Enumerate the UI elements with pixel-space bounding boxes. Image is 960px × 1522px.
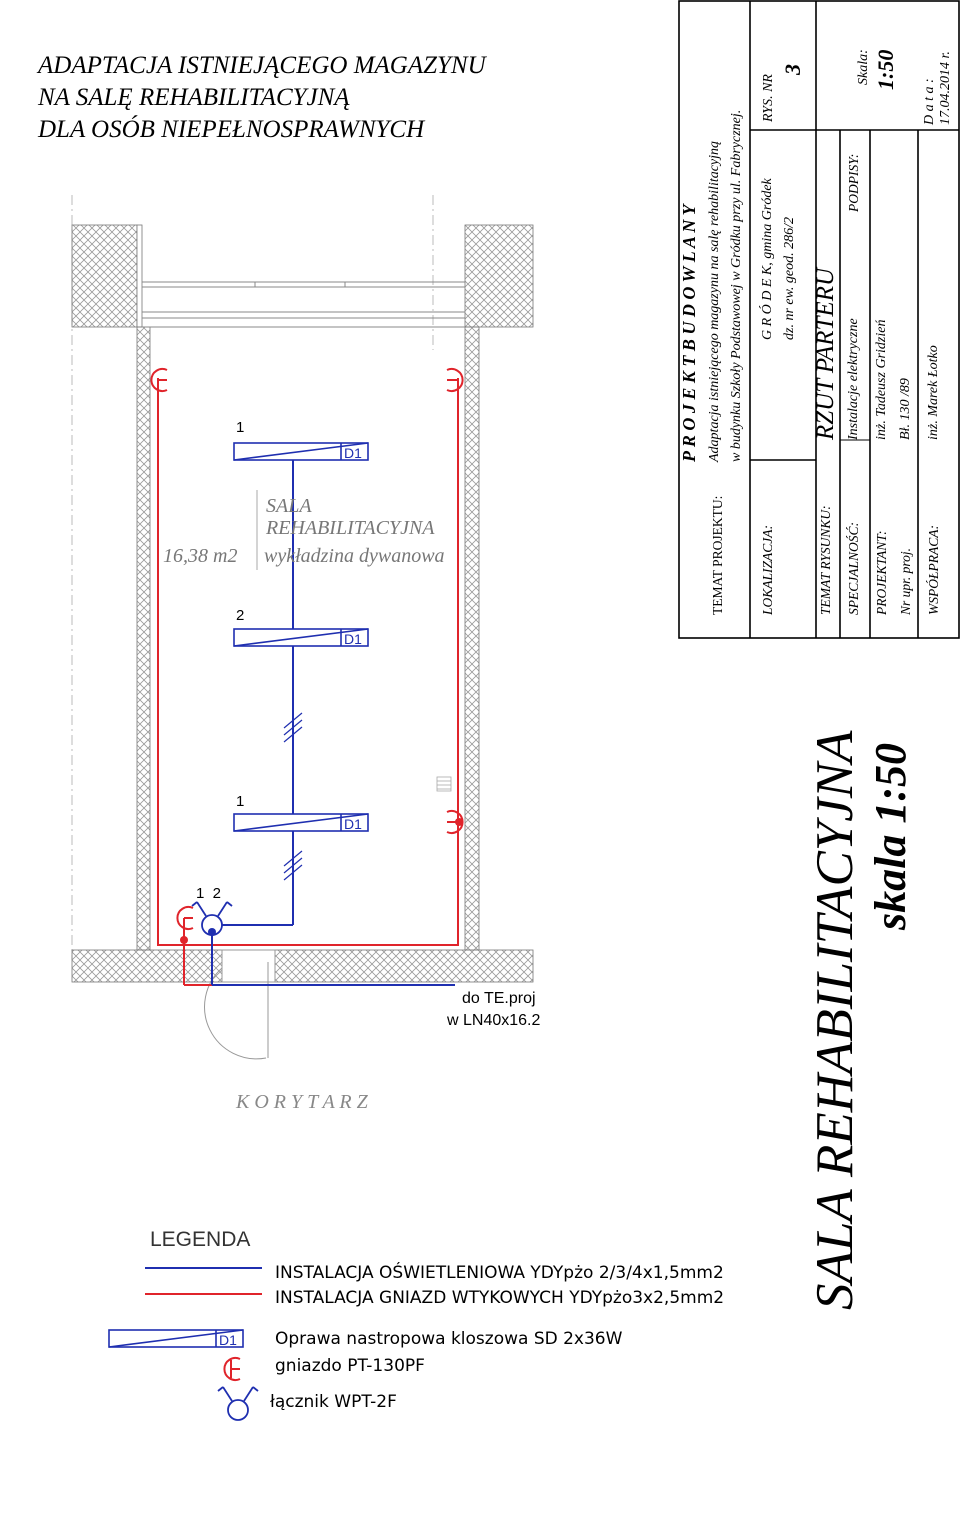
floor-finish: wykładzina dywanowa [264,545,445,567]
tb-sheet-no: 3 [780,64,805,75]
tb-topic-1: Adaptacja istniejącego magazynu na salę rehabilitacyjną [707,140,722,462]
feed-note-2: w LN40x16.2 [447,1012,541,1029]
socket-symbol [177,907,193,940]
tb-license-label: Nr upr. proj. [898,547,913,615]
window [142,282,465,327]
room-area: 16,38 m2 [163,545,238,567]
luminaire-tag: D1 [344,631,362,647]
luminaire-tag: D1 [344,816,362,832]
walls [72,225,533,982]
tb-designer: inż. Tadeusz Gridzień [874,319,889,440]
tb-drawing-topic-label: TEMAT RYSUNKU: [818,505,833,615]
tb-scale: 1:50 [873,49,898,90]
tb-location-2: dz. nr ew. geod. 286/2 [782,216,797,340]
sheet-title: SALA REHABILITACYJNA [806,730,864,1310]
legend-socket-item-text: gniazdo PT-130PF [275,1356,425,1376]
sheet-scale: skala 1:50 [866,743,915,930]
switch-junction-dot [208,928,216,936]
feed-note-1: do TE.proj [462,990,536,1007]
device-mark [437,777,451,791]
luminaire [234,629,368,647]
switch-circuits: 1 2 [196,885,222,902]
luminaire-tag: D1 [344,445,362,461]
title-line-1: ADAPTACJA ISTNIEJĄCEGO MAGAZYNU [38,52,486,79]
tb-coop-label: WSPÓŁPRACA: [926,525,941,615]
tb-sheet-no-label: RYS. NR [761,74,776,122]
socket-symbol [447,369,463,391]
legend-luminaire-symbol [109,1330,243,1348]
tb-signatures-label: PODPISY: [846,153,861,212]
legend-fixture-text: Oprawa nastropowa kloszowa SD 2x36W [275,1329,623,1349]
title-line-2: NA SALĘ REHABILITACYJNĄ [38,84,350,111]
legend-switch-symbol [218,1387,258,1420]
tb-specialty: Instalacje elektryczne [846,318,861,440]
tb-date-label: D a t a : [922,78,937,125]
circuit-number: 1 [236,419,245,436]
tb-license: Bł. 130 /89 [898,378,913,440]
tb-specialty-label: SPECJALNOŚĆ: [846,522,861,615]
luminaire [234,814,368,832]
legend-socket-symbol [224,1358,240,1380]
tb-drawing-topic: RZUT PARTERU [812,267,839,440]
tb-designer-label: PROJEKTANT: [874,530,889,615]
circuit-number: 1 [236,793,245,810]
socket-symbol [151,369,167,391]
luminaire [234,443,368,461]
tb-location-1: G R Ó D E K, gmina Gródek [760,178,775,340]
legend-heading: LEGENDA [150,1228,251,1251]
legend-socket-text: INSTALACJA GNIAZD WTYKOWYCH YDYpżo3x2,5mm2 [275,1288,725,1308]
title-line-3: DLA OSÓB NIEPEŁNOSPRAWNYCH [38,116,425,143]
tb-date: 17.04.2014 r. [938,51,953,125]
tb-topic-2: w budynku Szkoły Podstawowej w Gródku przy ul. Fabrycznej. [729,109,744,462]
corridor-label: K O R Y T A R Z [236,1091,368,1113]
circuit-number: 2 [236,607,245,624]
tb-topic-label: TEMAT PROJEKTU: [710,495,725,615]
legend-fixture-tag: D1 [219,1332,237,1348]
room-name-1: SALA [266,495,312,517]
tb-location-label: LOKALIZACJA: [760,524,775,615]
legend-switch-text: łącznik WPT-2F [270,1392,397,1412]
legend-lighting-text: INSTALACJA OŚWIETLENIOWA YDYpżo 2/3/4x1,5mm2 [275,1263,724,1283]
tb-scale-label: Skala: [856,49,871,85]
tb-coop: inż. Marek Łotko [926,345,941,440]
room-name-2: REHABILITACYJNA [266,517,435,539]
tb-project-header: P R O J E K T B U D O W L A N Y [679,204,699,462]
